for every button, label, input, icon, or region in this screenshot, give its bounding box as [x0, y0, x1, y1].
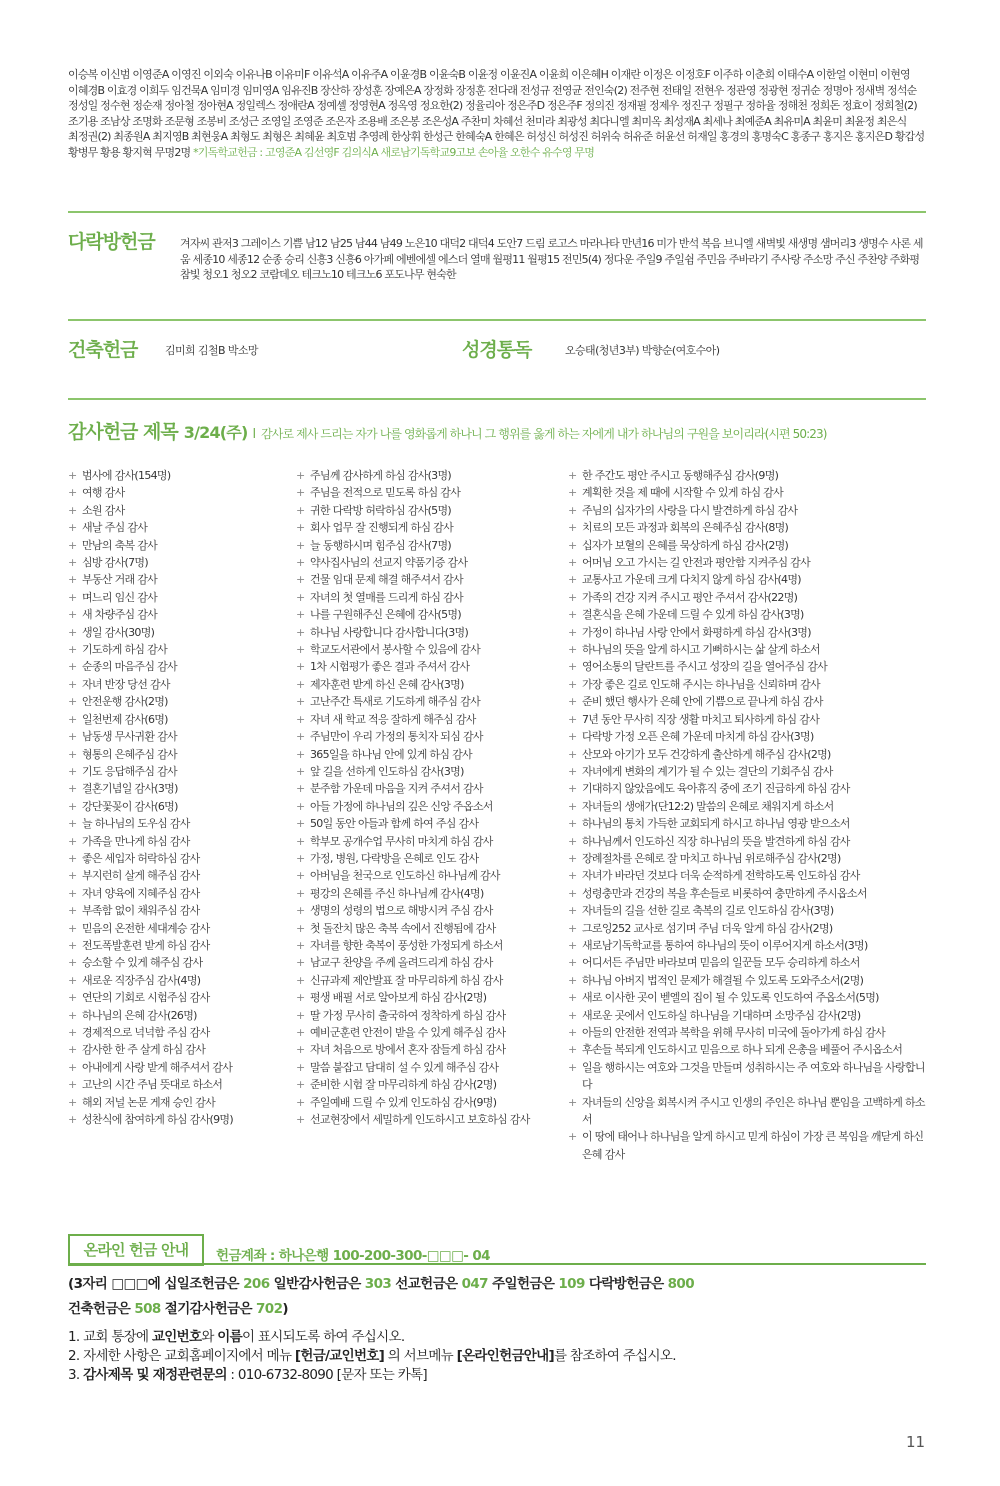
thanks-item: + 예비군훈련 안전이 받을 수 있게 해주심 감사	[296, 1024, 561, 1041]
thanks-item: + 학부모 공개수업 무사히 마치게 하심 감사	[296, 833, 561, 850]
darakbang-title: 다락방헌금	[68, 231, 155, 253]
offering-codes	[68, 1272, 828, 1322]
donor-name-list	[68, 67, 930, 160]
thanks-item: + 기도하게 하심 감사	[68, 641, 293, 658]
thanks-item: + 안전운행 감사(2명)	[68, 693, 293, 710]
thanks-item: + 전도폭발훈련 받게 하심 감사	[68, 937, 293, 954]
note-emphasis: [헌금/교인번호]	[294, 1348, 385, 1364]
thanks-item: + 가장 좋은 길로 인도해 주시는 하나님을 신뢰하며 감사	[568, 676, 930, 693]
thanks-item: + 좋은 세입자 허락하심 감사	[68, 850, 293, 867]
thanks-item: + 준비한 시험 잘 마무리하게 하심 감사(2명)	[296, 1076, 561, 1093]
account-info: 헌금계좌 : 하나은행 100-200-300-□□□- 04	[216, 1248, 490, 1264]
note-3	[68, 1366, 676, 1385]
thanks-item: + 새 차량주심 감사	[68, 606, 293, 623]
thanks-item: + 주님만이 우리 가정의 통치자 되심 감사	[296, 728, 561, 745]
thanks-item: + 기대하지 않았음에도 육아휴직 중에 조기 진급하게 하심 감사	[568, 780, 930, 797]
thanks-item: + 소원 감사	[68, 502, 293, 519]
thanks-item: + 자녀들의 생애가(단12:2) 말씀의 은혜로 채워지게 하소서	[568, 798, 930, 815]
building-title: 건축헌금	[68, 339, 138, 361]
thanks-item: + 자녀에게 변화의 계기가 될 수 있는 결단의 기회주심 감사	[568, 763, 930, 780]
thanks-item: + 다락방 가정 오픈 은혜 가운데 마치게 하심 감사(3명)	[568, 728, 930, 745]
thanks-item: + 제자훈련 받게 하신 은혜 감사(3명)	[296, 676, 561, 693]
section-divider	[68, 211, 926, 213]
thanks-item: + 한 주간도 평안 주시고 동행해주심 감사(9명)	[568, 467, 930, 484]
note-emphasis: [온라인헌금안내]	[456, 1348, 554, 1364]
thanks-item: + 결혼기념일 감사(3명)	[68, 780, 293, 797]
thanks-item: + 아버님을 천국으로 인도하신 하나님께 감사	[296, 867, 561, 884]
thanks-item: + 건물 임대 문제 해결 해주셔서 감사	[296, 571, 561, 588]
thanks-column-3	[568, 467, 930, 1163]
note-1	[68, 1328, 676, 1347]
rates-suffix: )	[282, 1301, 288, 1317]
thanks-item: + 하나님께서 인도하신 직장 하나님의 뜻을 발견하게 하심 감사	[568, 833, 930, 850]
thanks-item: + 가족을 만나게 하심 감사	[68, 833, 293, 850]
online-offering-title: 온라인 헌금 안내	[68, 1234, 204, 1266]
rates-prefix: (3자리 □□□에 십일조헌금은	[68, 1276, 244, 1292]
thanks-item: + 주일예배 드릴 수 있게 인도하심 감사(9명)	[296, 1094, 561, 1111]
thanks-item: + 교통사고 가운데 크게 다치지 않게 하심 감사(4명)	[568, 571, 930, 588]
thanks-separator: l	[252, 427, 257, 442]
thanks-item: + 365일을 하나님 안에 있게 하심 감사	[296, 746, 561, 763]
thanks-item: + 순종의 마음주심 감사	[68, 658, 293, 675]
thanks-item: + 일을 행하시는 여호와 그것을 만들며 성취하시는 주 여호와 하나님을 사랑합니다	[568, 1059, 930, 1094]
thanks-item: + 하나님의 통치 가득한 교회되게 하시고 하나님 영광 받으소서	[568, 815, 930, 832]
darakbang-label: 다락방헌금은	[584, 1276, 668, 1292]
note-text: 를 참조하여 주십시오.	[553, 1348, 676, 1364]
thanks-item: + 승소할 수 있게 해주심 감사	[68, 954, 293, 971]
thanks-item: + 성령충만과 건강의 복을 후손들로 비롯하여 충만하게 주시옵소서	[568, 885, 930, 902]
thanks-item: + 앞 길을 선하게 인도하심 감사(3명)	[296, 763, 561, 780]
sunday-label: 주일헌금은	[487, 1276, 559, 1292]
general-label: 일반감사헌금은	[269, 1276, 365, 1292]
building-code: 508	[134, 1301, 161, 1317]
thanks-verse: 감사로 제사 드리는 자가 나를 영화롭게 하나니 그 행위를 옳게 하는 자에게 내가 하나님의 구원을 보이리라(시편 50:23)	[261, 427, 827, 441]
thanks-item: + 가정, 병원, 다락방을 은혜로 인도 감사	[296, 850, 561, 867]
thanks-item: + 결혼식을 은혜 가운데 드릴 수 있게 하심 감사(3명)	[568, 606, 930, 623]
darakbang-code: 800	[667, 1276, 695, 1292]
note-text: 2. 자세한 사항은 교회홈페이지에서 메뉴	[68, 1348, 295, 1364]
thanks-item: + 준비 했던 행사가 은혜 안에 기쁨으로 끝나게 하심 감사	[568, 693, 930, 710]
thanks-item: + 첫 돌잔치 많은 축복 속에서 진행됨에 감사	[296, 920, 561, 937]
mission-code: 047	[461, 1276, 488, 1292]
thanks-item: + 연단의 기회로 시험주심 감사	[68, 989, 293, 1006]
thanks-item: + 주님의 십자가의 사랑을 다시 발견하게 하심 감사	[568, 502, 930, 519]
building-list: 김미희 김철B 박소망	[165, 344, 258, 357]
thanks-item: + 영어소통의 달란트를 주시고 성장의 길을 열어주심 감사	[568, 658, 930, 675]
thanks-item: + 주님을 전적으로 믿도록 하심 감사	[296, 484, 561, 501]
thanks-item: + 평강의 은혜를 주신 하나님께 감사(4명)	[296, 885, 561, 902]
thanks-item: + 고난의 시간 주님 뜻대로 하소서	[68, 1076, 293, 1093]
online-notes	[68, 1328, 676, 1385]
thanks-item: + 산모와 아기가 모두 건강하게 출산하게 해주심 감사(2명)	[568, 746, 930, 763]
note-text: 1. 교회 통장에	[68, 1329, 152, 1345]
thanks-item: + 강단꽃꽂이 감사(6명)	[68, 798, 293, 815]
thanks-item: + 가족의 건강 지켜 주시고 평안 주셔서 감사(22명)	[568, 589, 930, 606]
note-text: 의 서브메뉴	[384, 1348, 457, 1364]
thanks-column-2	[296, 467, 561, 1128]
section-divider	[68, 398, 926, 400]
thanks-item: + 하나님의 뜻을 알게 하시고 기뻐하시는 삶 살게 하소서	[568, 641, 930, 658]
thanks-item: + 자녀 양육에 지혜주심 감사	[68, 885, 293, 902]
thanks-column-1	[68, 467, 293, 1128]
thanks-item: + 말씀 붙잡고 담대히 설 수 있게 해주심 감사	[296, 1059, 561, 1076]
thanks-item: + 후손들 복되게 인도하시고 믿음으로 하나 되게 은총을 베풀어 주시옵소서	[568, 1041, 930, 1058]
thanks-item: + 십자가 보혈의 은혜를 묵상하게 하심 감사(2명)	[568, 537, 930, 554]
thanks-item: + 그로잉252 교사로 섬기며 주님 더욱 알게 하심 감사(2명)	[568, 920, 930, 937]
thanks-item: + 딸 가정 무사히 출국하여 정착하게 하심 감사	[296, 1007, 561, 1024]
thanks-item: + 주님께 감사하게 하심 감사(3명)	[296, 467, 561, 484]
thanks-item: + 믿음의 온전한 세대계승 감사	[68, 920, 293, 937]
thanks-item: + 장례절차를 은혜로 잘 마치고 하나님 위로해주심 감사(2명)	[568, 850, 930, 867]
thanks-item: + 회사 업무 잘 진행되게 하심 감사	[296, 519, 561, 536]
thanks-item: + 며느리 임신 감사	[68, 589, 293, 606]
thanks-item: + 늘 동행하시며 힘주심 감사(7명)	[296, 537, 561, 554]
thanks-item: + 심방 감사(7명)	[68, 554, 293, 571]
thanks-item: + 범사에 감사(154명)	[68, 467, 293, 484]
thanks-item: + 남동생 무사귀환 감사	[68, 728, 293, 745]
thanks-item: + 늘 하나님의 도우심 감사	[68, 815, 293, 832]
thanks-item: + 생명의 성령의 법으로 해방시켜 주심 감사	[296, 902, 561, 919]
thanks-item: + 나를 구원해주신 은혜에 감사(5명)	[296, 606, 561, 623]
thanks-item: + 치료의 모든 과정과 회복의 은혜주심 감사(8명)	[568, 519, 930, 536]
note-2	[68, 1347, 676, 1366]
thanks-item: + 1차 시험평가 좋은 결과 주셔서 감사	[296, 658, 561, 675]
thanks-item: + 아들의 안전한 전역과 복학을 위해 무사히 미국에 돌아가게 하심 감사	[568, 1024, 930, 1041]
thanks-date: 3/24(주)	[183, 423, 248, 442]
thanks-item: + 고난주간 특새로 기도하게 해주심 감사	[296, 693, 561, 710]
thanks-item: + 기도 응답해주심 감사	[68, 763, 293, 780]
thanks-item: + 새날 주심 감사	[68, 519, 293, 536]
note-emphasis: 교인번호	[151, 1329, 202, 1345]
thanks-item: + 자녀들의 길을 선한 길로 축복의 길로 인도하심 감사(3명)	[568, 902, 930, 919]
thanks-item: + 선교현장에서 세밀하게 인도하시고 보호하심 감사	[296, 1111, 561, 1128]
thanks-item: + 자녀가 바라던 것보다 더욱 순적하게 전학하도록 인도하심 감사	[568, 867, 930, 884]
thanks-item: + 새로운 직장주심 감사(4명)	[68, 972, 293, 989]
thanks-item: + 경제적으로 넉넉함 주심 감사	[68, 1024, 293, 1041]
thanks-item: + 감사한 한 주 살게 하심 감사	[68, 1041, 293, 1058]
bible-reading-list: 오승태(청년3부) 박향순(여호수아)	[565, 344, 720, 357]
thanks-item: + 자녀 반장 당선 감사	[68, 676, 293, 693]
thanks-item: + 남교구 찬양을 주께 올려드리게 하심 감사	[296, 954, 561, 971]
thanks-item: + 자녀들의 신앙을 회복시켜 주시고 인생의 주인은 하나님 뿐임을 고백하게 하소서	[568, 1094, 930, 1129]
tithe-code: 206	[243, 1276, 270, 1292]
general-code: 303	[364, 1276, 392, 1292]
thanks-item: + 여행 감사	[68, 484, 293, 501]
thanks-item: + 새로 이사한 곳이 벧엘의 집이 될 수 있도록 인도하여 주옵소서(5명)	[568, 989, 930, 1006]
thanks-item: + 일천번제 감사(6명)	[68, 711, 293, 728]
thanks-header	[68, 420, 948, 447]
thanks-item: + 50일 동안 아들과 함께 하여 주심 감사	[296, 815, 561, 832]
school-offering-label: *기독학교헌금 : 고영준A 김선영F 김의식A 새로남기독학교9고보 손아율 오한수 유수영 무명	[193, 145, 595, 159]
thanks-item: + 아내에게 사랑 받게 해주셔서 감사	[68, 1059, 293, 1076]
bible-reading-title: 성경통독	[462, 339, 532, 361]
note-emphasis: 이름	[217, 1329, 242, 1345]
thanks-item: + 평생 배필 서로 알아보게 하심 감사(2명)	[296, 989, 561, 1006]
note-emphasis: 감사제목 및 재정관련문의	[83, 1367, 227, 1383]
thanks-item: + 성찬식에 참여하게 하심 감사(9명)	[68, 1111, 293, 1128]
online-offering-divider	[68, 1263, 926, 1265]
thanks-item: + 자녀 새 학교 적응 잘하게 해주심 감사	[296, 711, 561, 728]
thanks-item: + 해외 저널 논문 게재 승인 감사	[68, 1094, 293, 1111]
thanks-item: + 약사집사님의 선교지 약품기증 감사	[296, 554, 561, 571]
season-code: 702	[256, 1301, 283, 1317]
thanks-item: + 자녀 처음으로 방에서 혼자 잠들게 하심 감사	[296, 1041, 561, 1058]
thanks-title: 감사헌금 제목	[68, 421, 178, 443]
darakbang-list: 겨자씨 관저3 그레이스 기쁨 남12 남25 남44 남49 노은10 대덕2 대덕4 도안7 드림 로고스 마라나타 만년16 미가 반석 복음 브니엘 새벽빛 새생명 샘머리3 생명수 사론 세움 세종10 세종12 순종 승리 신흥3 신흥6 아가페 에벤에셀 에스더 열매 월평11 월평15 전민5(4) 정다운 주일9 주일쉼 주민음 주바라기 주사랑 주소망 주신 주찬양 주화평 참빛 청오1 청오2 코람데오 테크노10 테크노6 포도나무 현숙한	[180, 237, 923, 281]
thanks-item: + 아들 가정에 하나님의 깊은 신앙 주옵소서	[296, 798, 561, 815]
thanks-item: + 7년 동안 무사히 직장 생활 마치고 퇴사하게 하심 감사	[568, 711, 930, 728]
thanks-item: + 자녀의 첫 열매를 드리게 하심 감사	[296, 589, 561, 606]
thanks-item: + 새로남기독학교를 통하여 하나님의 뜻이 이루어지게 하소서(3명)	[568, 937, 930, 954]
thanks-item: + 형통의 은혜주심 감사	[68, 746, 293, 763]
thanks-item: + 학교도서관에서 봉사할 수 있음에 감사	[296, 641, 561, 658]
mission-label: 선교헌금은	[391, 1276, 462, 1292]
thanks-item: + 새로운 곳에서 인도하실 하나님을 기대하며 소망주심 감사(2명)	[568, 1007, 930, 1024]
note-text: : 010-6732-8090 [문자 또는 카톡]	[226, 1367, 427, 1383]
thanks-item: + 계획한 것을 제 때에 시작할 수 있게 하심 감사	[568, 484, 930, 501]
building-label: 건축헌금은	[68, 1301, 135, 1317]
thanks-item: + 자녀를 향한 축복이 풍성한 가정되게 하소서	[296, 937, 561, 954]
season-label: 절기감사헌금은	[160, 1301, 256, 1317]
section-divider	[68, 319, 926, 321]
thanks-item: + 생일 감사(30명)	[68, 624, 293, 641]
thanks-item: + 하나님의 은혜 감사(26명)	[68, 1007, 293, 1024]
thanks-item: + 가정이 하나님 사랑 안에서 화평하게 하심 감사(3명)	[568, 624, 930, 641]
thanks-item: + 어머님 오고 가시는 길 안전과 평안함 지켜주심 감사	[568, 554, 930, 571]
note-text: 와	[201, 1329, 218, 1345]
thanks-item: + 분주함 가운데 마음을 지켜 주셔서 감사	[296, 780, 561, 797]
donor-names: 이승복 이신범 이영준A 이영진 이외숙 이유나B 이유미F 이유석A 이유주A 이윤경B 이윤숙B 이윤정 이윤진A 이윤희 이은혜H 이재란 이정은 이정호F 이주하 이춘희 이태수A 이한얼 이현미 이현영 이혜경B 이효경 이희두 임건묵A 임미경 임미영A 임유진B 장산하 장성훈 장예은A 장정화 장정훈 전다래 전성규 전영균 전인숙(2) 전주현 전태일 전현우 정관영 정광현 정귀순 정명아 정새벽 정석순 정성일 정수현 정순재 정아철 정아현A 정일렉스 정애란A 정예셸 정영현A 정옥영 정요한(2) 정율리아 정은주D 정은주F 정의진 정재필 정제우 정진구 정필구 정하율 정해천 정희돈 정효이 정희철(2) 조기용 조남상 조명화 조문형 조봉비 조성근 조영일 조영준 조은자 조용배 조은봉 조은성A 주찬미 차혜선 천미라 최광성 최다니엘 최미옥 최성재A 최세나 최예준A 최유미A 최윤미 최윤정 최은식 최정권(2) 최종원A 최지영B 최현웅A 최형도 최형은 최혜윤 최호범 추영례 한상휘 한성근 한혜숙A 한혜은 허성신 허성진 허위숙 허유준 허윤선 허재일 홍경의 홍명숙C 홍종구 홍지은 홍지은D 황갑성 황병무 황용 황지혁 무명2명	[68, 68, 925, 159]
note-text: 이 표시되도록 하여 주십시오.	[241, 1329, 405, 1345]
page-number: 11	[906, 1433, 926, 1451]
note-text: 3.	[68, 1367, 84, 1383]
thanks-item: + 하나님 아버지 법적인 문제가 해결될 수 있도록 도와주소서(2명)	[568, 972, 930, 989]
thanks-item: + 부족함 없이 채워주심 감사	[68, 902, 293, 919]
thanks-item: + 부동산 거래 감사	[68, 571, 293, 588]
thanks-item: + 하나님 사랑합니다 감사합니다(3명)	[296, 624, 561, 641]
thanks-item: + 귀한 다락방 허락하심 감사(5명)	[296, 502, 561, 519]
thanks-item: + 만남의 축복 감사	[68, 537, 293, 554]
sunday-code: 109	[558, 1276, 585, 1292]
thanks-item: + 어디서든 주님만 바라보며 믿음의 일꾼들 모두 승리하게 하소서	[568, 954, 930, 971]
thanks-item: + 이 땅에 태어나 하나님을 알게 하시고 믿게 하심이 가장 큰 복임을 깨닫게 하신 은혜 감사	[568, 1128, 930, 1163]
thanks-item: + 신규과제 제안발표 잘 마무리하게 하심 감사	[296, 972, 561, 989]
thanks-item: + 부지런히 살게 해주심 감사	[68, 867, 293, 884]
